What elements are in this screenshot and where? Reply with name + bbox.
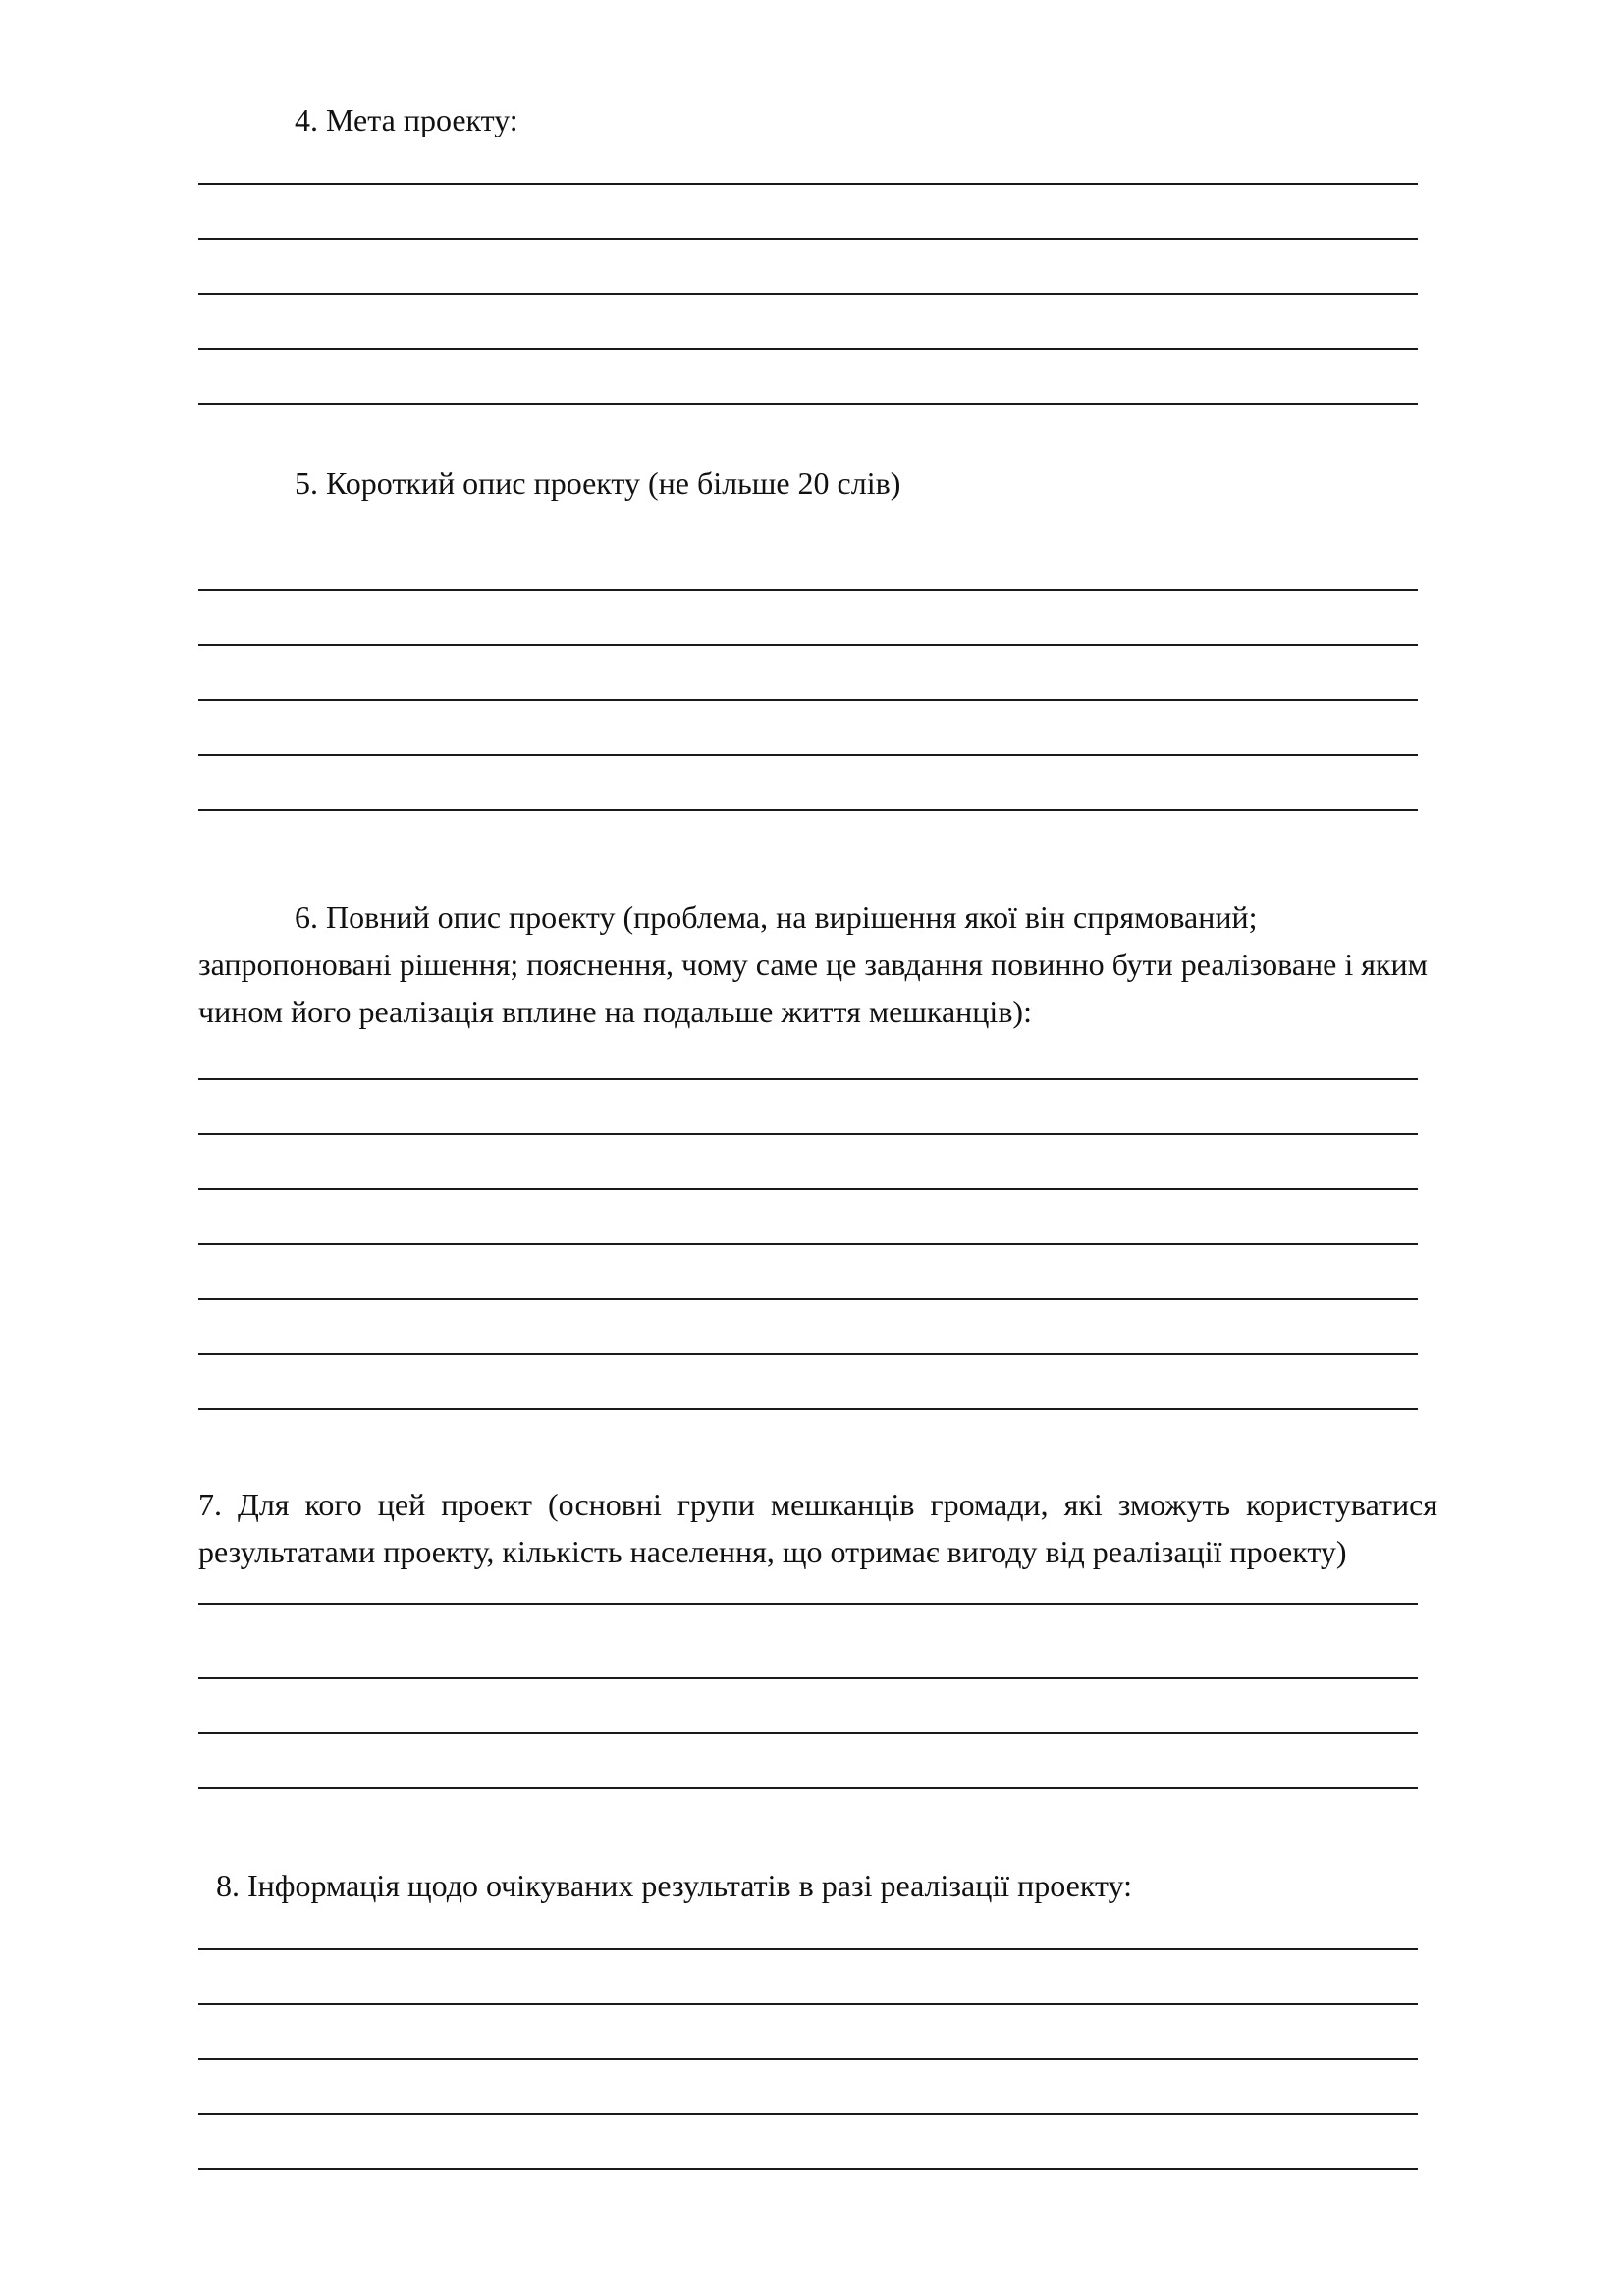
- answer-line[interactable]: [198, 1133, 1418, 1135]
- answer-line[interactable]: [198, 2058, 1418, 2060]
- answer-line[interactable]: [198, 293, 1418, 295]
- answer-line[interactable]: [198, 1677, 1418, 1679]
- question-8-label: 8. Інформація щодо очікуваних результатів в разі реалізації проекту:: [216, 1868, 1133, 1903]
- answer-line[interactable]: [198, 183, 1418, 185]
- answer-line[interactable]: [198, 238, 1418, 240]
- answer-line[interactable]: [198, 699, 1418, 701]
- answer-line[interactable]: [198, 1603, 1418, 1605]
- answer-line[interactable]: [198, 1408, 1418, 1410]
- question-4-label: 4. Мета проекту:: [295, 102, 518, 137]
- answer-line[interactable]: [198, 348, 1418, 350]
- answer-line[interactable]: [198, 1948, 1418, 1950]
- answer-line[interactable]: [198, 1078, 1418, 1080]
- answer-line[interactable]: [198, 403, 1418, 405]
- answer-line[interactable]: [198, 1298, 1418, 1300]
- answer-line[interactable]: [198, 2113, 1418, 2115]
- answer-line[interactable]: [198, 754, 1418, 756]
- answer-line[interactable]: [198, 1787, 1418, 1789]
- answer-line[interactable]: [198, 1243, 1418, 1245]
- answer-line[interactable]: [198, 1353, 1418, 1355]
- answer-line[interactable]: [198, 1188, 1418, 1190]
- answer-line[interactable]: [198, 2168, 1418, 2170]
- question-6-label: 6. Повний опис проекту (проблема, на вирішення якої він спрямований; запропоновані рішення; пояснення, чому саме це завдання повинно бути реалізоване і яким чином його реалізація вплине на подальше життя мешканців):: [198, 900, 1428, 1029]
- answer-line[interactable]: [198, 2003, 1418, 2005]
- answer-line[interactable]: [198, 809, 1418, 811]
- question-5-label: 5. Короткий опис проекту (не більше 20 слів): [295, 465, 901, 501]
- answer-line[interactable]: [198, 1732, 1418, 1734]
- answer-line[interactable]: [198, 644, 1418, 646]
- question-7-label: 7. Для кого цей проект (основні групи мешканців громади, які зможуть користуватися результатами проекту, кількість населення, що отримає вигоду від реалізації проекту): [198, 1487, 1437, 1569]
- answer-line[interactable]: [198, 589, 1418, 591]
